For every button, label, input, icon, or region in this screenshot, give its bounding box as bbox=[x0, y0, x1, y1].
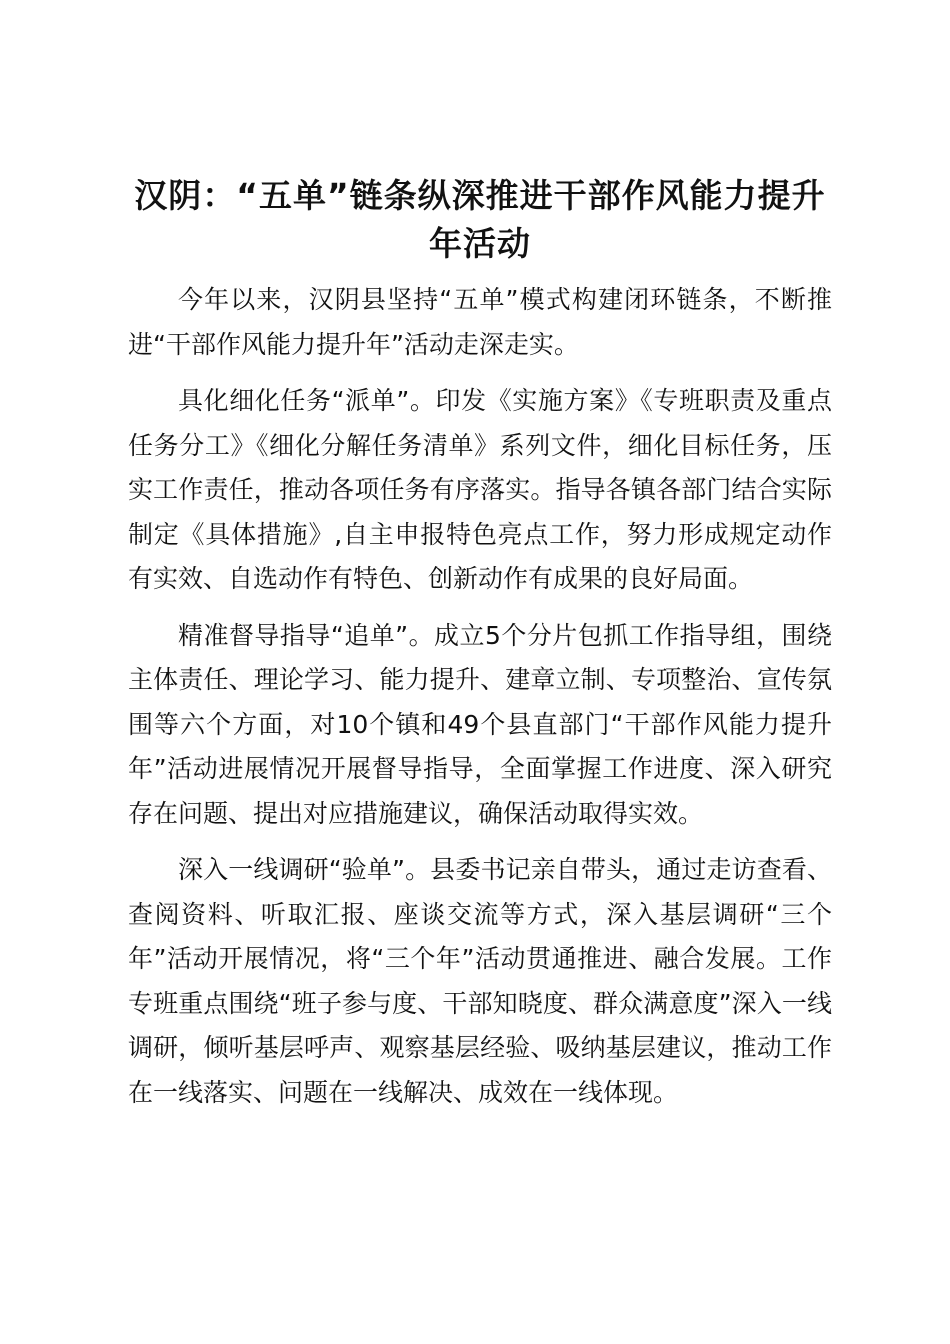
paragraph-supervise: 精准督导指导“追单”。成立5个分片包抓工作指导组，围绕主体责任、理论学习、能力提升、建章立制、专项整治、宣传氛围等六个方面，对10个镇和49个县直部门“干部作风能力提升年”活动进展情况开展督导指导，全面掌握工作进度、深入研究存在问题、提出对应措施建议，确保活动取得实效。 bbox=[128, 620, 832, 828]
paragraph-research: 深入一线调研“验单”。县委书记亲自带头，通过走访查看、查阅资料、听取汇报、座谈交流等方式，深入基层调研“三个年”活动开展情况，将“三个年”活动贯通推进、融合发展。工作专班重点围绕“班子参与度、干部知晓度、群众满意度”深入一线调研，倾听基层呼声、观察基层经验、吸纳基层建议，推动工作在一线落实、问题在一线解决、成效在一线体现。 bbox=[128, 855, 832, 1107]
document-page bbox=[128, 172, 832, 1115]
document-title: 汉阴：“五单”链条纵深推进干部作风能力提升年活动 bbox=[134, 176, 826, 263]
paragraph-intro: 今年以来，汉阴县坚持“五单”模式构建闭环链条，不断推进“干部作风能力提升年”活动走深走实。 bbox=[128, 285, 832, 359]
paragraph-dispatch: 具化细化任务“派单”。印发《实施方案》《专班职责及重点任务分工》《细化分解任务清单》系列文件，细化目标任务，压实工作责任，推动各项任务有序落实。指导各镇各部门结合实际制定《具体措施》,自主申报特色亮点工作，努力形成规定动作有实效、自选动作有特色、创新动作有成果的良好局面。 bbox=[128, 386, 832, 593]
